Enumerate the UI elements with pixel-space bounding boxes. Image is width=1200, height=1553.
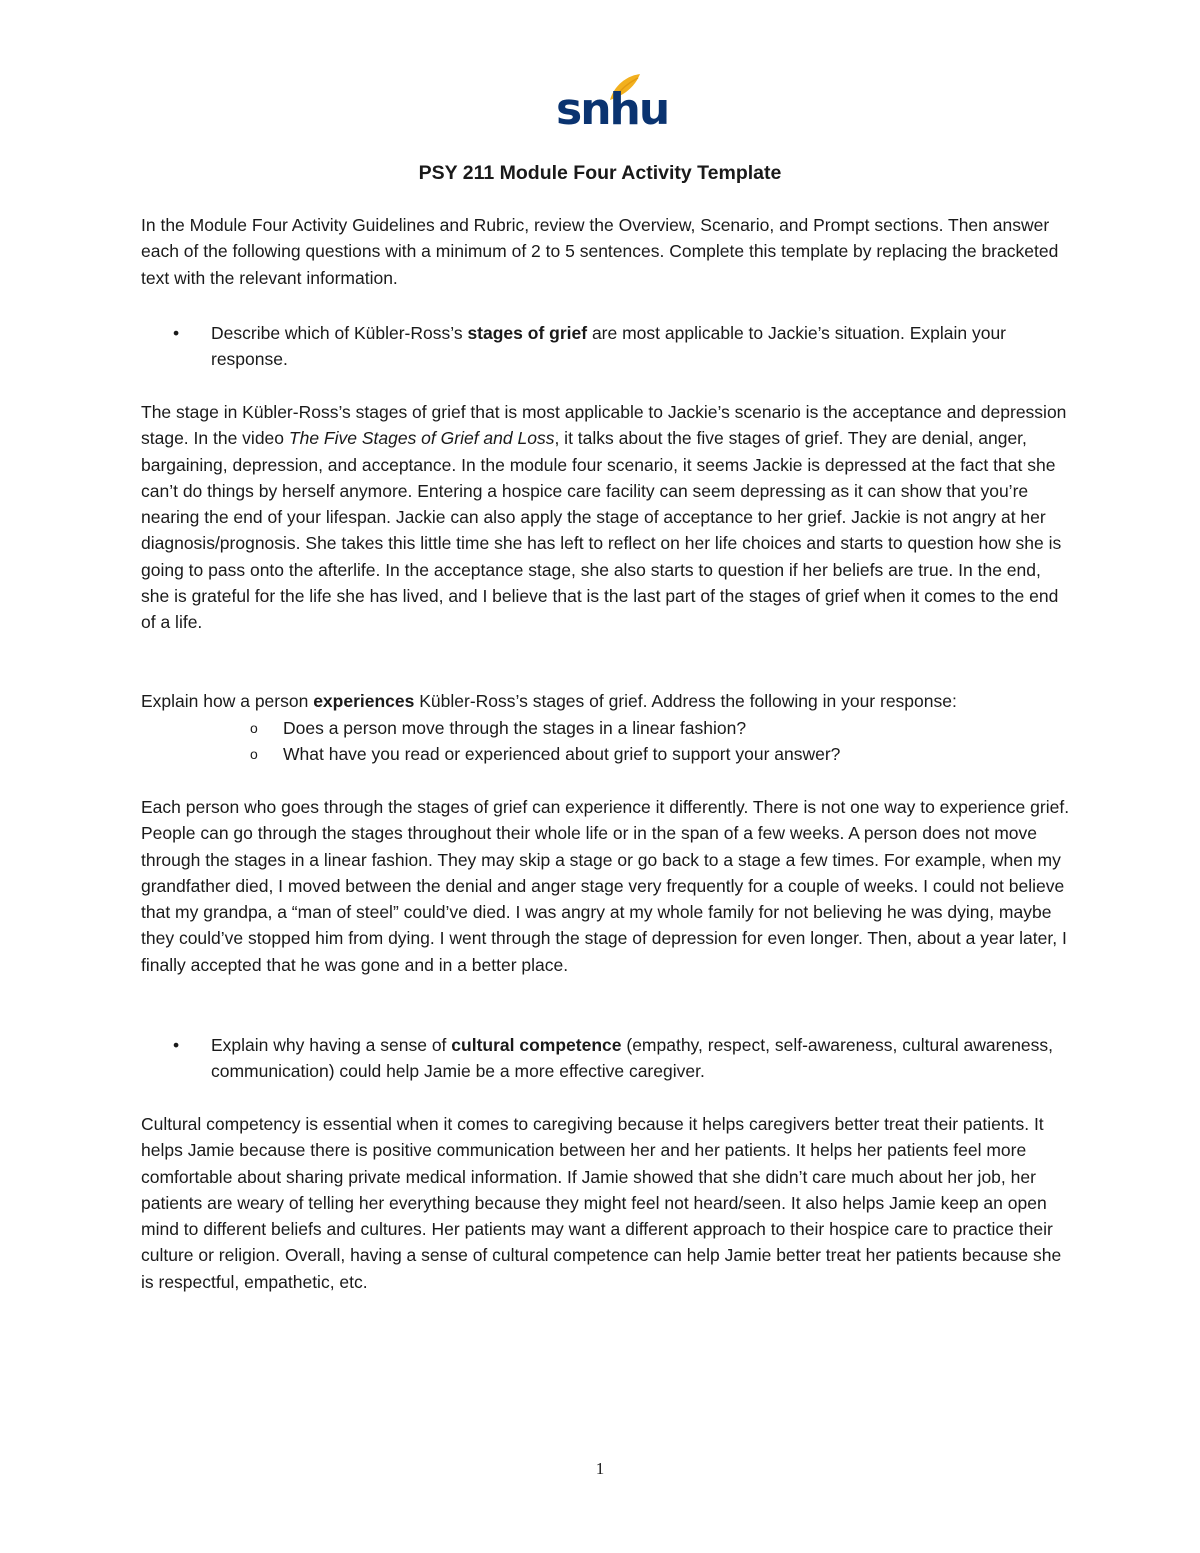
prompt-keyword: cultural competence [451,1035,622,1055]
page-number: 1 [595,1459,605,1478]
page-title: PSY 211 Module Four Activity Template [418,162,782,184]
sub-question: What have you read or experienced about grief to support your answer? [283,744,841,764]
bullet-marker: • [173,1035,180,1055]
prompt-keyword: stages of grief [467,323,588,343]
prompt-cultural-competence [211,1032,1071,1085]
logo-text: snhu [556,84,669,135]
prompt-experiences [141,688,1071,714]
video-title: The Five Stages of Grief and Loss [288,428,555,449]
answer-experiences: Each person who goes through the stages of grief can experience it differently. There is not one way to experience grief. People can go through the stages throughout their whole life or in the span of a few weeks. A person does not move through the stages in a linear fashion. They may skip a stage or go back to a stage a few times. For example, when my grandfather died, I moved between the denial and anger stage very frequently for a couple of weeks. I could not believe that my grandpa, a “man of steel” could’ve died. I was angry at my whole family for not believing he was dying, maybe they could’ve stopped him from dying. I went through the stage of depression for even longer. Then, about a year later, I finally accepted that he was gone and in a better place. [141,797,1070,975]
prompt-text: Kübler-Ross’s stages of grief. Address the following in your response: [414,691,957,711]
bullet-marker: • [173,323,180,343]
sub-question: Does a person move through the stages in a linear fashion? [283,718,747,738]
prompt-keyword: experiences [313,691,415,711]
prompt-text: Explain why having a sense of [211,1035,452,1055]
prompt-text: Explain how a person [141,691,314,711]
prompt-text: (empathy, respect, self-awareness, cultural awareness, communication) could help Jamie be a more effective caregiver. [211,1035,1054,1082]
prompt-stages-of-grief [211,320,1071,373]
answer-stages-of-grief [141,399,1071,636]
prompt-text: are most applicable to Jackie’s situation. Explain your response. [211,323,1007,370]
sub-bullet-marker: o [250,746,258,762]
sub-bullet-marker: o [250,720,258,736]
snhu-logo [552,72,669,136]
answer-cultural-competence: Cultural competency is essential when it comes to caregiving because it helps caregivers better treat their patients. It helps Jamie because there is positive communication between her and her patients. It helps her patients feel more comfortable about sharing private medical information. If Jamie showed that she didn’t care much about her job, her patients are weary of telling her everything because they might feel not heard/seen. It also helps Jamie keep an open mind to different beliefs and cultures. Her patients may want a different approach to their hospice care to practice their culture or religion. Overall, having a sense of cultural competence can help Jamie better treat her patients because she is respectful, empathetic, etc. [141,1114,1062,1292]
answer-text: The stage in Kübler-Ross’s stages of grief that is most applicable to Jackie’s scenario is the acceptance and depression stage. In the video [141,402,1067,449]
prompt-text: Describe which of Kübler-Ross’s [211,323,468,343]
answer-text: , it talks about the five stages of grief. They are denial, anger, bargaining, depression, and acceptance. In the module four scenario, it seems Jackie is depressed at the fact that she can’t do things by herself anymore. Entering a hospice care facility can seem depressing as it can show that you’re nearing the end of your lifespan. Jackie can also apply the stage of acceptance to her grief. Jackie is not angry at her diagnosis/prognosis. She takes this little time she has left to reflect on her life choices and starts to question how she is going to pass onto the afterlife. In the acceptance stage, she also starts to question if her beliefs are true. In the end, she is grateful for the life she has lived, and I believe that is the last part of the stages of grief when it comes to the end of a life. [141,428,1062,633]
intro-paragraph: In the Module Four Activity Guidelines and Rubric, review the Overview, Scenario, and Prompt sections. Then answer each of the following questions with a minimum of 2 to 5 sentences. Complete this template by replacing the bracketed text with the relevant information. [141,215,1059,288]
